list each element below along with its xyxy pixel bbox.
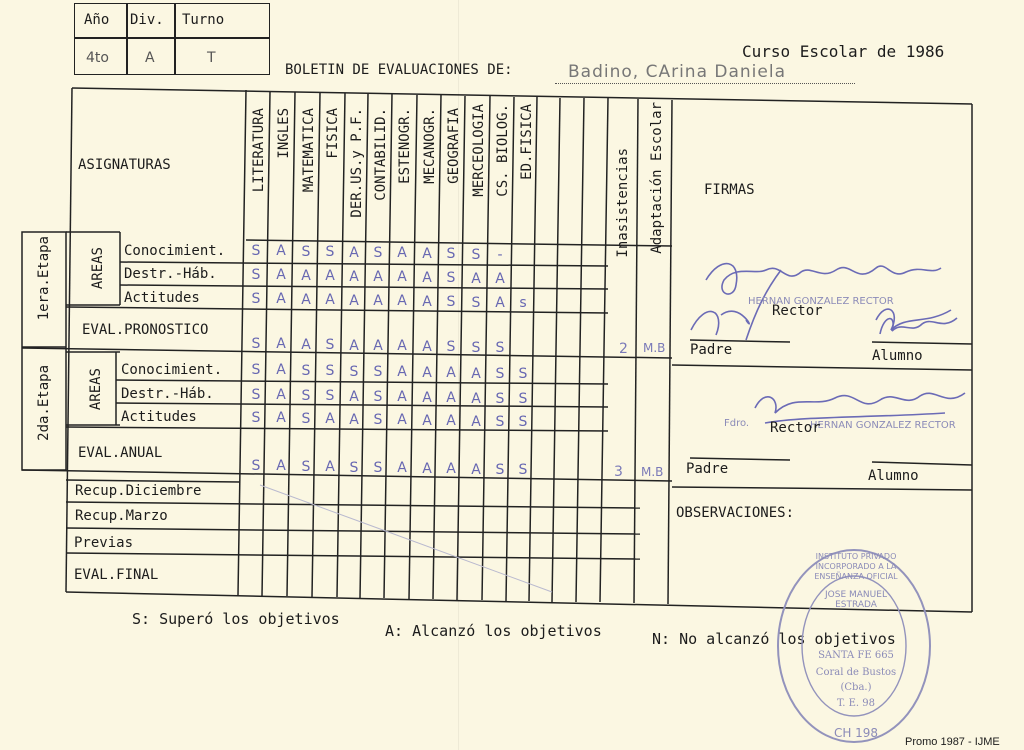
grade-cell: A: [349, 293, 359, 309]
grade-cell: A: [471, 462, 481, 478]
student-name: Badino, CArina Daniela: [568, 62, 786, 82]
grade-cell: A: [397, 293, 407, 309]
areas-label-2: AREAS: [88, 368, 104, 411]
seal-phone: T. E. 98: [837, 698, 875, 709]
turno-value: T: [207, 50, 216, 66]
grade-cell: S: [325, 388, 335, 404]
photo-credit: Promo 1987 - IJME: [905, 736, 1000, 748]
grade-cell: S: [471, 295, 481, 311]
grade-cell: A: [276, 458, 286, 474]
grade-cell: A: [349, 269, 359, 285]
inasistencias-etapa2: 3: [614, 464, 623, 480]
signature-alumno-1: [872, 306, 972, 346]
grade-cell: S: [373, 364, 383, 380]
grade-cell: A: [471, 391, 481, 407]
grade-cell: S: [251, 243, 261, 259]
turno-label: Turno: [182, 12, 225, 28]
grade-cell: -: [497, 247, 503, 263]
grade-cell: S: [373, 245, 383, 261]
grade-cell: S: [251, 291, 261, 307]
legend-n: N: No alcanzó los objetivos: [652, 630, 896, 648]
grade-cell: A: [422, 294, 432, 310]
grade-cell: S: [471, 247, 481, 263]
grade-cell: A: [397, 460, 407, 476]
grade-cell: A: [495, 295, 505, 311]
grade-cell: S: [325, 244, 335, 260]
grade-cell: S: [301, 388, 311, 404]
subject-ed-fisica: ED.FISICA: [519, 104, 535, 180]
subject-matematica: MATEMATICA: [301, 108, 317, 193]
grade-cell: A: [276, 362, 286, 378]
grade-cell: A: [471, 366, 481, 382]
row-actitudes-2: Actitudes: [121, 409, 197, 425]
grade-cell: S: [325, 337, 335, 353]
grade-cell: A: [349, 245, 359, 261]
div-label: Div.: [130, 12, 164, 28]
firmas-label: FIRMAS: [704, 182, 755, 198]
grade-cell: S: [349, 364, 359, 380]
row-recup-diciembre: Recup.Diciembre: [75, 483, 202, 499]
subject-estenografia: ESTENOGR.: [397, 108, 413, 184]
etapa1-label: 1era.Etapa: [36, 236, 52, 321]
grade-cell: S: [518, 391, 528, 407]
div-value: A: [145, 50, 155, 66]
grade-cell: A: [373, 293, 383, 309]
grade-cell: S: [251, 267, 261, 283]
grade-cell: A: [301, 268, 311, 284]
grade-cell: S: [301, 363, 311, 379]
seal-address-2: Coral de Bustos: [815, 667, 897, 678]
seal-code: CH 198: [833, 726, 879, 740]
grade-cell: A: [276, 336, 286, 352]
seal-address-3: (Cba.): [840, 682, 872, 693]
rector-stamp-2-prefix: Fdro.: [724, 418, 750, 429]
grade-cell: S: [495, 366, 505, 382]
grade-cell: S: [495, 462, 505, 478]
grade-cell: S: [446, 339, 456, 355]
subject-fisica: FISICA: [325, 108, 341, 159]
curso-escolar: Curso Escolar de 1986: [742, 42, 945, 61]
adaptacion-etapa2: M.B: [641, 465, 664, 479]
subject-geografia: GEOGRAFIA: [446, 108, 462, 184]
grade-cell: S: [495, 340, 505, 356]
grade-cell: S: [301, 459, 311, 475]
grade-cell: S: [518, 366, 528, 382]
grade-cell: A: [397, 245, 407, 261]
grade-cell: A: [276, 267, 286, 283]
asignaturas-label: ASIGNATURAS: [78, 157, 171, 173]
grade-cell: A: [471, 271, 481, 287]
grade-cell: A: [446, 413, 456, 429]
grade-cell: S: [518, 462, 528, 478]
grade-cell: A: [471, 414, 481, 430]
ano-value: 4to: [86, 50, 109, 66]
grade-cell: S: [495, 391, 505, 407]
padre-label-2: Padre: [686, 461, 729, 477]
inasistencias-etapa1: 2: [619, 341, 628, 357]
adaptacion-etapa1: M.B: [643, 341, 666, 355]
seal-name: JOSE MANUEL ESTRADA: [825, 590, 887, 610]
boletin-title: BOLETIN DE EVALUACIONES DE:: [285, 62, 513, 78]
fold-line: [458, 0, 459, 750]
subject-mecanografia: MECANOGR.: [422, 108, 438, 184]
grade-cell: A: [276, 291, 286, 307]
legend-a: A: Alcanzó los objetivos: [385, 622, 602, 640]
ano-label: Año: [84, 12, 110, 28]
grade-cell: A: [325, 268, 335, 284]
grade-cell: A: [325, 292, 335, 308]
grade-cell: S: [446, 270, 456, 286]
grade-cell: A: [397, 269, 407, 285]
row-actitudes-1: Actitudes: [124, 290, 200, 306]
row-destreza-2: Destr.-Háb.: [121, 386, 214, 402]
seal-address-1: SANTA FE 665: [818, 650, 894, 661]
grade-cell: A: [495, 271, 505, 287]
grade-cell: A: [276, 410, 286, 426]
grade-cell: A: [422, 270, 432, 286]
grade-cell: A: [422, 461, 432, 477]
grade-cell: S: [373, 389, 383, 405]
grade-cell: A: [422, 339, 432, 355]
grade-cell: A: [349, 338, 359, 354]
grade-cell: S: [349, 460, 359, 476]
grade-cell: S: [251, 336, 261, 352]
row-conocimiento-2: Conocimient.: [121, 362, 223, 378]
row-eval-anual: EVAL.ANUAL: [78, 445, 163, 461]
subject-contabilidad: CONTABILID.: [373, 108, 389, 201]
alumno-label-1: Alumno: [872, 348, 923, 364]
grade-cell: A: [446, 390, 456, 406]
grade-cell: S: [251, 387, 261, 403]
row-previas: Previas: [74, 535, 134, 551]
grade-cell: A: [276, 387, 286, 403]
grade-cell: A: [276, 243, 286, 259]
grade-cell: A: [422, 413, 432, 429]
grade-cell: A: [397, 364, 407, 380]
grade-cell: A: [446, 365, 456, 381]
inasistencias-label: Inasistencias: [615, 148, 631, 258]
rector-stamp-1: HERNAN GONZALEZ RECTOR: [748, 296, 894, 307]
subject-literatura: LITERATURA: [251, 108, 267, 193]
grade-cell: A: [422, 365, 432, 381]
etapa2-label: 2da.Etapa: [36, 365, 52, 441]
row-eval-final: EVAL.FINAL: [74, 567, 159, 583]
rector-label-1: Rector: [772, 303, 823, 319]
grade-cell: S: [446, 246, 456, 262]
grade-cell: S: [251, 362, 261, 378]
alumno-label-2: Alumno: [868, 468, 919, 484]
grade-cell: A: [422, 246, 432, 262]
subject-ingles: INGLES: [276, 108, 292, 159]
grade-cell: A: [397, 412, 407, 428]
grade-cell: A: [397, 389, 407, 405]
grade-cell: A: [301, 337, 311, 353]
subject-cs-biologicas: CS. BIOLOG.: [495, 104, 511, 197]
grade-cell: S: [251, 458, 261, 474]
grade-cell: A: [301, 292, 311, 308]
grade-cell: A: [422, 390, 432, 406]
grade-cell: A: [349, 389, 359, 405]
grade-cell: S: [325, 363, 335, 379]
rector-label-2: Rector: [770, 420, 821, 436]
row-destreza-1: Destr.-Háb.: [124, 266, 217, 282]
observaciones-label: OBSERVACIONES:: [676, 505, 795, 521]
grade-cell: S: [471, 340, 481, 356]
grade-cell: S: [251, 410, 261, 426]
grade-cell: A: [325, 411, 335, 427]
legend-s: S: Superó los objetivos: [132, 610, 340, 628]
subject-merceologia: MERCEOLOGIA: [471, 104, 487, 197]
grade-cell: A: [373, 338, 383, 354]
grade-cell: A: [446, 461, 456, 477]
row-recup-marzo: Recup.Marzo: [75, 508, 168, 524]
subject-der-us-pf: DER.US.y P.F.: [349, 108, 365, 218]
rector-stamp-2: HERNAN GONZALEZ RECTOR: [810, 420, 956, 431]
grade-cell: A: [349, 412, 359, 428]
grade-cell: S: [495, 414, 505, 430]
grade-cell: S: [373, 460, 383, 476]
grade-cell: A: [373, 269, 383, 285]
seal-ring-text: INSTITUTO PRIVADO INCORPORADO A LA ENSEÑANZA OFICIAL: [814, 552, 898, 581]
row-eval-pronostico: EVAL.PRONOSTICO: [82, 322, 209, 338]
grade-cell: A: [325, 459, 335, 475]
name-dotted-line: [555, 83, 855, 84]
grade-cell: A: [397, 338, 407, 354]
grade-cell: s: [519, 295, 527, 311]
areas-label-1: AREAS: [90, 247, 106, 290]
grade-cell: S: [446, 294, 456, 310]
grade-cell: S: [301, 244, 311, 260]
padre-label-1: Padre: [690, 342, 733, 358]
grade-cell: S: [373, 412, 383, 428]
grade-cell: S: [518, 414, 528, 430]
adaptacion-label: Adaptación Escolar: [649, 102, 665, 254]
grade-cell: S: [301, 411, 311, 427]
row-conocimiento-1: Conocimient.: [124, 243, 226, 259]
